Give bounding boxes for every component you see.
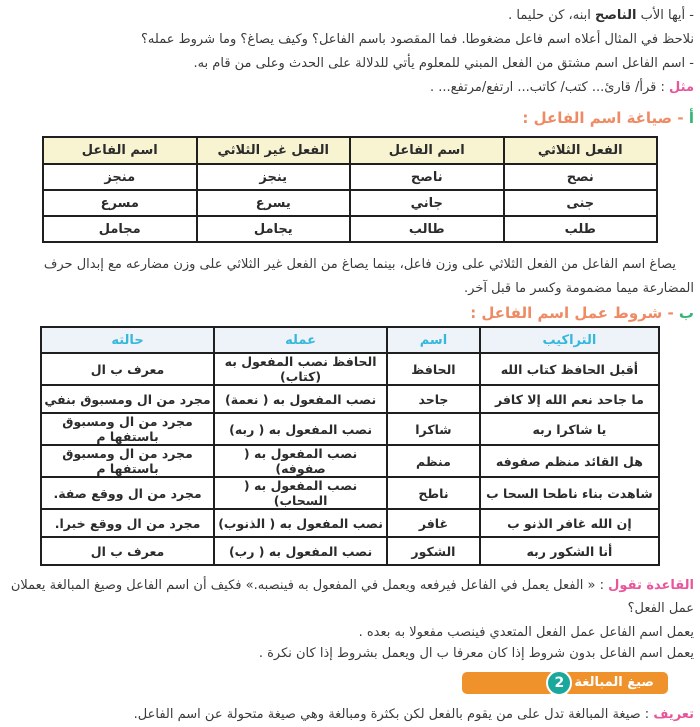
table1-header-row	[43, 137, 657, 164]
note-transitive: يعمل اسم الفاعل عمل الفعل المتعدي فينصب مفعولا به بعده .	[358, 625, 694, 640]
intro-line1-bold-word: الناصح	[594, 8, 637, 23]
table2-cell: مجرد من ال ومسبوق باستفها م	[41, 445, 214, 477]
table2-cell: مجرد من ال ومسبوق باستفها م	[41, 413, 214, 445]
table-row	[41, 477, 659, 509]
table1-cell: نصح	[504, 164, 658, 190]
table1-cell: طالب	[350, 216, 504, 242]
table1-header-trilateral-verb: الفعل الثلاثي	[504, 137, 658, 164]
table2-cell: ناطح	[387, 477, 480, 509]
table1-cell: يجامل	[197, 216, 351, 242]
table2-cell: نصب المفعول به ( ربه)	[214, 413, 387, 445]
table2-cell: مجرد من ال ومسبوق بنفي	[41, 385, 214, 413]
table1-cell: مجامل	[43, 216, 197, 242]
table2-cell: نصب المفعول به ( صفوفه)	[214, 445, 387, 477]
table2-cell: مجرد من ال ووقع خبرا.	[41, 509, 214, 537]
table2-cell: مجرد من ال ووقع صفة.	[41, 477, 214, 509]
formation-explanation-paragraph: يصاغ اسم الفاعل من الفعل الثلاثي على وزن فاعل، بينما يصاغ من الفعل غير الثلاثي على وزن مضارعه مع إبدال حرف المضارعة ميما مضمومة وكسر ما قبل آخر.	[43, 257, 694, 296]
table2-cell: الحافظ نصب المفعول به (كتاب)	[214, 353, 387, 385]
table-row	[43, 164, 657, 190]
table-row	[41, 509, 659, 537]
table2-cell: نصب المفعول به ( رب)	[214, 537, 387, 565]
intro-line-father	[6, 4, 694, 28]
table1-header-participle-2: اسم الفاعل	[43, 137, 197, 164]
table-row	[41, 385, 659, 413]
table1-cell: مسرع	[43, 190, 197, 216]
table1-cell: منجز	[43, 164, 197, 190]
table2-header-row	[41, 327, 659, 353]
section-2-banner	[462, 672, 668, 694]
section-b-heading	[6, 303, 694, 323]
table2-cell: جاحد	[387, 385, 480, 413]
rule-text: : « الفعل يعمل في الفاعل فيرفعه ويعمل في المفعول به فينصبه.» فكيف أن اسم الفاعل وصيغ المبالغة يعملان عمل الفعل؟	[10, 578, 694, 616]
definition-label: تعريف	[653, 707, 694, 722]
table2-cell: منظم	[387, 445, 480, 477]
table2-cell: شاكرا	[387, 413, 480, 445]
table2-cell: ما جاحد نعم الله إلا كافر	[480, 385, 659, 413]
table2-cell: معرف ب ال	[41, 537, 214, 565]
table1-header-nontrilateral-verb: الفعل غير الثلاثي	[197, 137, 351, 164]
section-a-letter: أ	[688, 109, 694, 127]
table-row	[43, 190, 657, 216]
table2-header-work: عمله	[214, 327, 387, 353]
note-conditions: يعمل اسم الفاعل بدون شروط إذا كان معرفا ب ال ويعمل بشروط إذا كان نكرة .	[258, 646, 694, 661]
table-row	[41, 445, 659, 477]
banner-title: صيغ المبالغة	[564, 672, 668, 694]
table2-header-state: حالته	[41, 327, 214, 353]
intro-line-example	[6, 76, 694, 100]
section-a-title: - صياغة اسم الفاعل :	[522, 109, 689, 127]
table2-header-name: اسم	[387, 327, 480, 353]
section-a-heading	[6, 108, 694, 128]
table2-cell: هل القائد منظم صفوفه	[480, 445, 659, 477]
intro-line-definition: - اسم الفاعل اسم مشتق من الفعل المبني للمعلوم يأتي للدلالة على الحدث وعلى من قام به.	[193, 56, 694, 71]
rule-paragraph	[6, 574, 694, 620]
participle-conditions-table	[40, 326, 660, 566]
table2-cell: الشكور	[387, 537, 480, 565]
section-number-badge: 2	[546, 670, 572, 696]
table-row	[41, 537, 659, 565]
table-row	[43, 216, 657, 242]
table1-cell: طلب	[504, 216, 658, 242]
table2-cell: أنا الشكور ربه	[480, 537, 659, 565]
banner-strip-decoration	[462, 672, 554, 694]
intro-line1-pre: - أيها الأب	[636, 8, 694, 23]
definition-line	[6, 703, 694, 727]
intro-line-question: نلاحظ في المثال أعلاه اسم فاعل مضغوطا. فما المقصود باسم الفاعل؟ وكيف يصاغ؟ وما شروط عمله؟	[141, 32, 694, 47]
example-text: : قرأ/ قارئ... كتب/ كاتب... ارتفع/مرتفع... .	[429, 80, 670, 95]
table2-cell: الحافظ	[387, 353, 480, 385]
table-row	[41, 413, 659, 445]
rule-label: القاعدة تقول	[608, 578, 694, 593]
table-row	[41, 353, 659, 385]
participle-formation-table	[42, 136, 658, 243]
table1-cell: ناصح	[350, 164, 504, 190]
table2-cell: إن الله غافر الذنو ب	[480, 509, 659, 537]
definition-text: : صيغة المبالغة تدل على من يقوم بالفعل لكن بكثرة ومبالغة وهي صيغة متحولة عن اسم الفاعل.	[133, 707, 654, 722]
example-label: مثل	[669, 80, 694, 95]
table2-cell: غافر	[387, 509, 480, 537]
table1-cell: جاني	[350, 190, 504, 216]
section-b-letter: ب	[678, 304, 694, 322]
table2-cell: شاهدت بناء ناطحا السحا ب	[480, 477, 659, 509]
table2-cell: يا شاكرا ربه	[480, 413, 659, 445]
intro-line1-post: ابنه، كن حليما .	[508, 8, 595, 23]
table2-cell: نصب المفعول به ( نعمة)	[214, 385, 387, 413]
section-b-title: - شروط عمل اسم الفاعل :	[470, 304, 679, 322]
table1-cell: ينجز	[197, 164, 351, 190]
table2-cell: أقبل الحافظ كتاب الله	[480, 353, 659, 385]
table2-cell: معرف ب ال	[41, 353, 214, 385]
table1-cell: يسرع	[197, 190, 351, 216]
table2-cell: نصب المفعول به ( الذنوب)	[214, 509, 387, 537]
table1-cell: جنى	[504, 190, 658, 216]
table2-header-structures: التراكيب	[480, 327, 659, 353]
table1-header-participle-1: اسم الفاعل	[350, 137, 504, 164]
table2-cell: نصب المفعول به ( السحاب)	[214, 477, 387, 509]
